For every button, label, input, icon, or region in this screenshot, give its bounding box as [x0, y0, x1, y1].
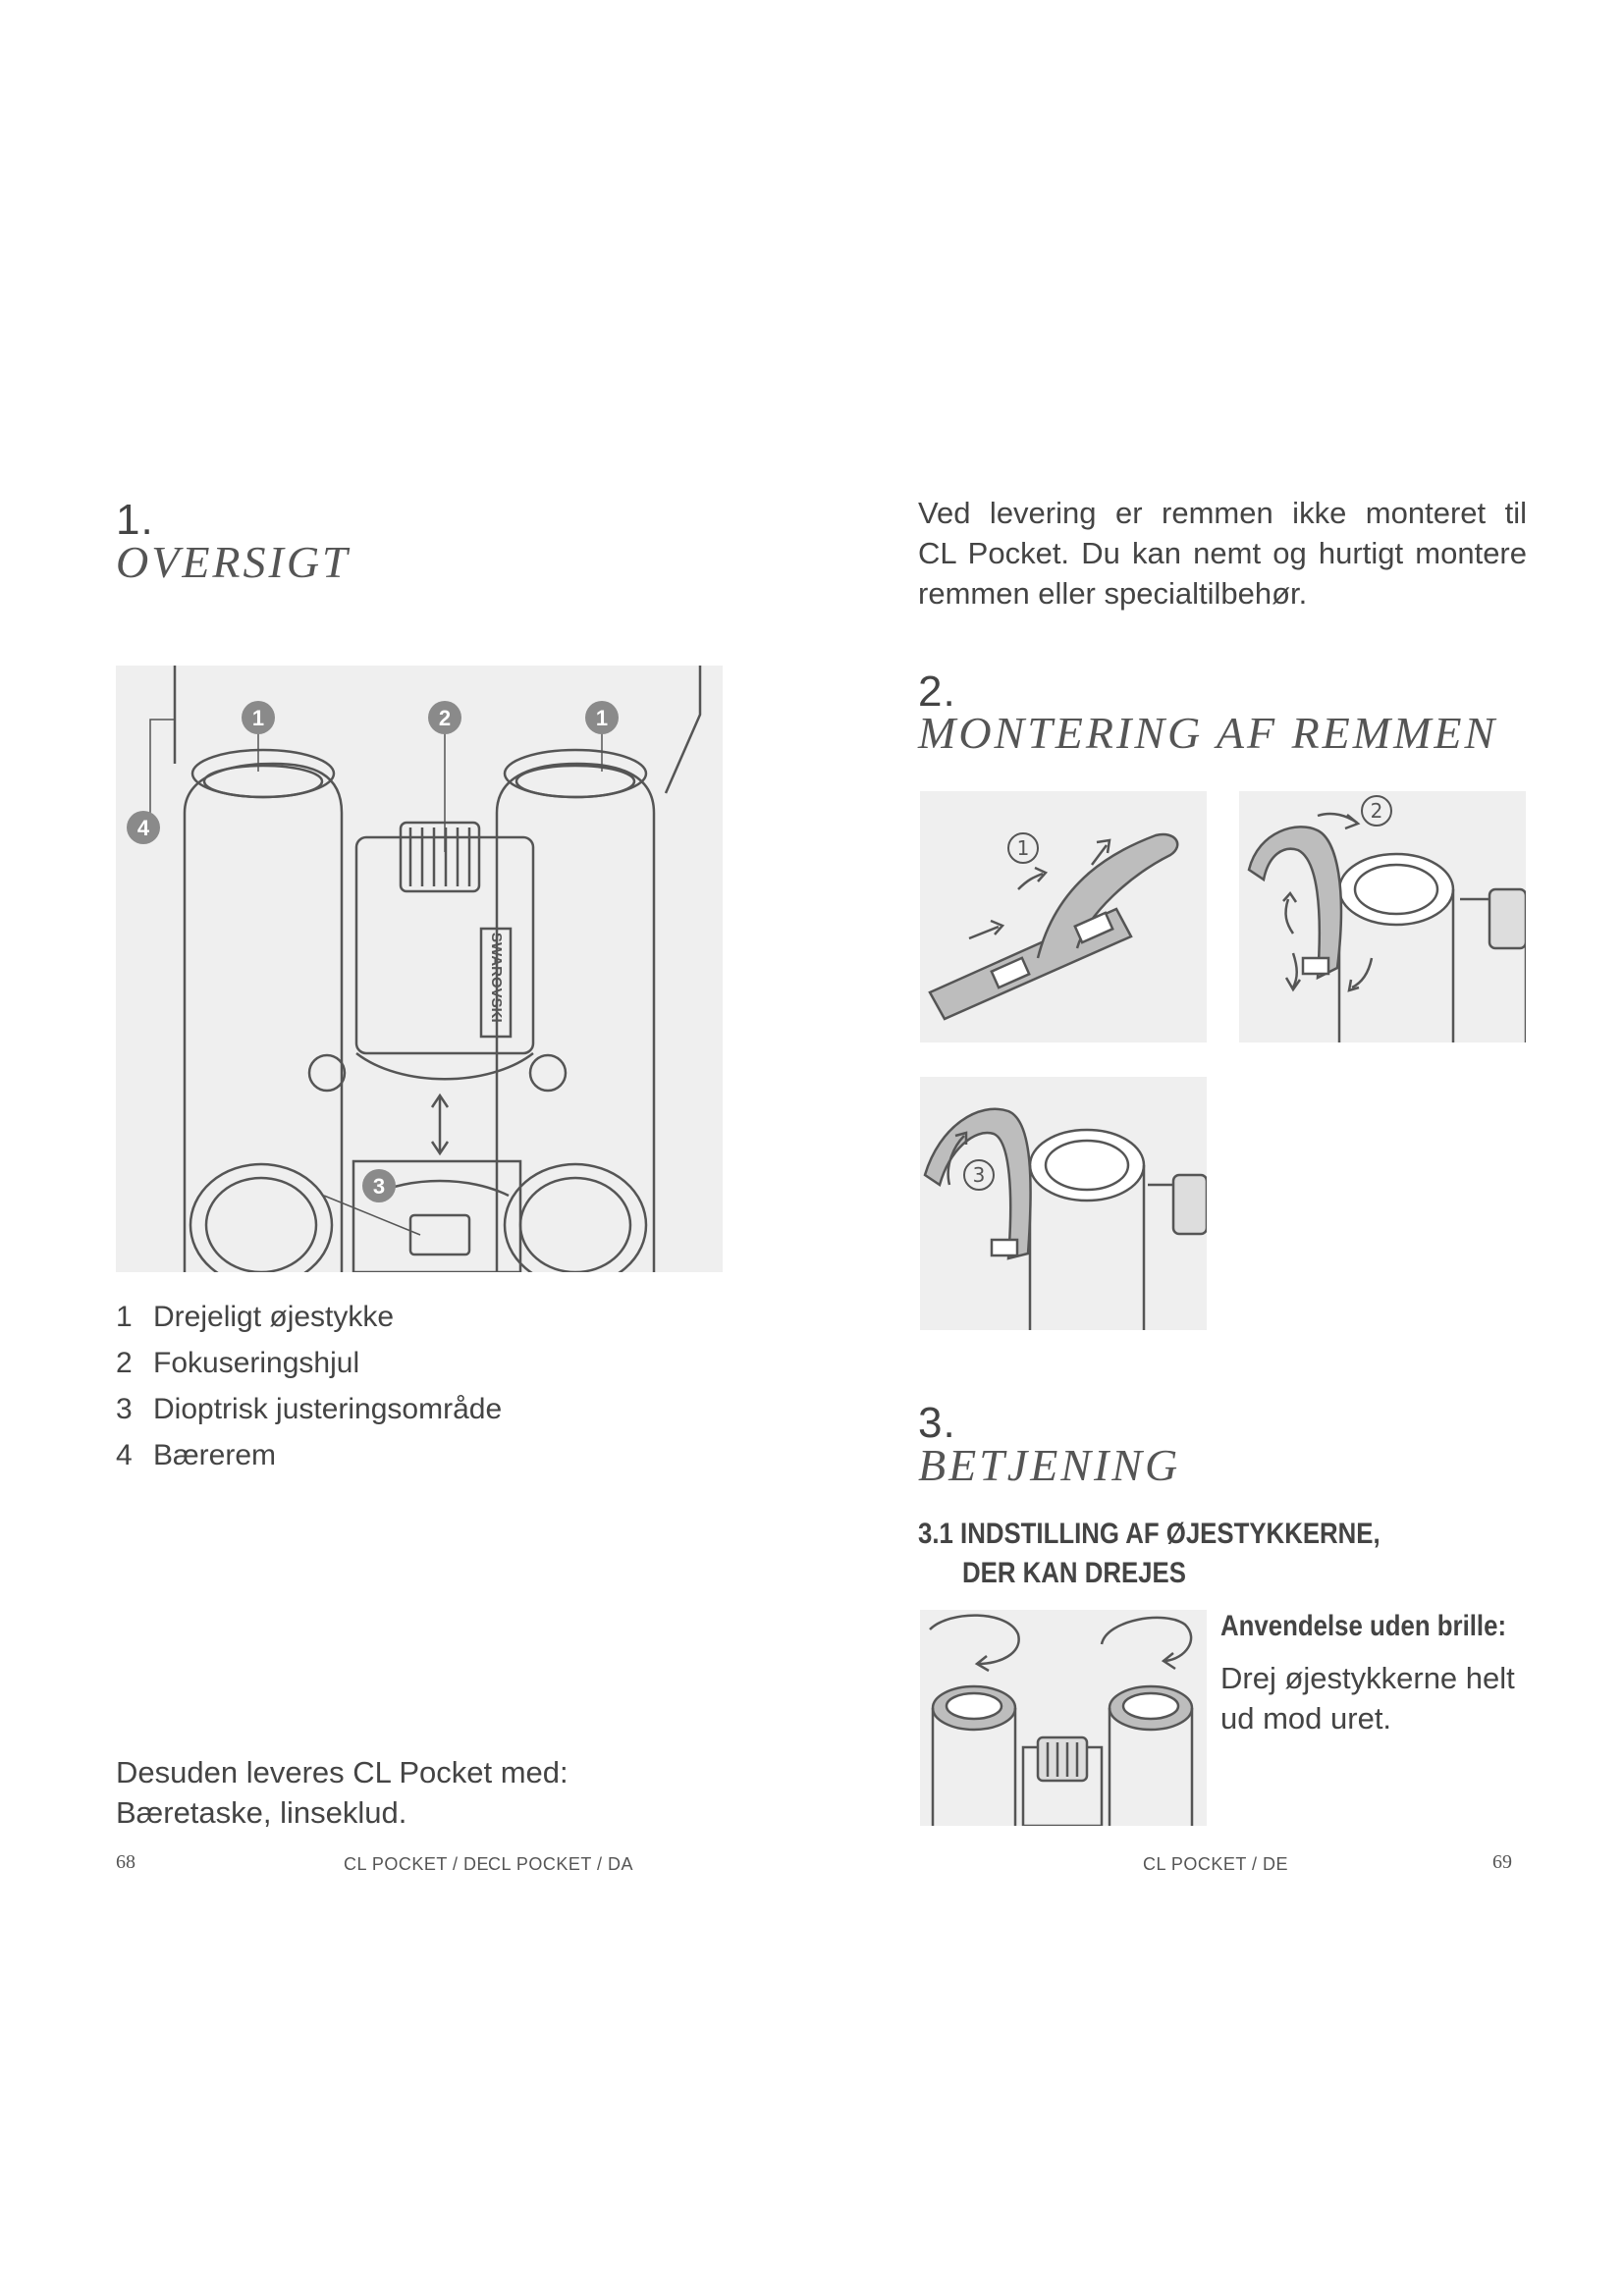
footer-label-left-overlay: CL POCKET / DA [488, 1854, 634, 1874]
callout-1-right-label: 1 [595, 706, 609, 730]
legend-num: 1 [116, 1301, 133, 1333]
intro-line-2: CL Pocket. Du kan nemt og hurtigt montere [918, 536, 1527, 570]
strap-step-1-drawing [920, 791, 1207, 1042]
legend-item [116, 1340, 502, 1386]
page-number-left: 68 [116, 1851, 135, 1873]
extras-text [116, 1752, 568, 1833]
section-1-number: 1. [116, 496, 154, 544]
strap-step-3-label: 3 [972, 1163, 986, 1187]
extras-line-1: Desuden leveres CL Pocket med: [116, 1755, 568, 1789]
legend-text: Dioptrisk justeringsområde [153, 1393, 503, 1425]
legend-num: 3 [116, 1393, 133, 1425]
strap-step-1-label: 1 [1016, 836, 1030, 860]
intro-line-1: Ved levering er remmen ikke monteret til [918, 496, 1527, 530]
callout-4-label: 4 [136, 816, 150, 840]
intro-text [918, 493, 1527, 614]
callout-2-label: 2 [438, 706, 452, 730]
parts-legend [116, 1294, 502, 1478]
brand-text: SWAROVSKI [488, 933, 505, 1023]
strap-step-3-drawing [920, 1077, 1207, 1330]
section-3-number: 3. [918, 1399, 956, 1447]
usage-heading: Anvendelse uden brille: [1220, 1610, 1507, 1642]
section-2-number: 2. [918, 667, 956, 716]
section-3-title: BETJENING [918, 1440, 1181, 1490]
legend-num: 4 [116, 1439, 133, 1471]
footer-label-right: CL POCKET / DE [1143, 1854, 1289, 1874]
usage-line-2: ud mod uret. [1220, 1701, 1392, 1735]
strap-step-1-figure [920, 791, 1207, 1042]
binocular-drawing [116, 666, 723, 1272]
legend-text: Fokuseringshjul [153, 1347, 360, 1379]
eyecup-rotation-drawing [920, 1610, 1207, 1826]
intro-line-3: remmen eller specialtilbehør. [918, 576, 1308, 611]
extras-line-2: Bæretaske, linseklud. [116, 1795, 407, 1830]
strap-step-2-label: 2 [1370, 799, 1383, 823]
usage-line-1: Drej øjestykkerne helt [1220, 1661, 1515, 1695]
strap-step-2-drawing [1239, 791, 1526, 1042]
eyecup-rotation-figure [920, 1610, 1207, 1826]
callout-3-label: 3 [372, 1174, 386, 1199]
section-2-title: MONTERING AF REMMEN [918, 708, 1498, 758]
legend-text: Bærerem [153, 1439, 277, 1471]
page-number-right: 69 [1492, 1851, 1512, 1873]
callout-1-left-label: 1 [251, 706, 265, 730]
subsection-3-1-heading-line-2: DER KAN DREJES [962, 1557, 1186, 1589]
subsection-3-1-heading-line-1: 3.1 INDSTILLING AF ØJESTYKKERNE, [918, 1518, 1380, 1550]
legend-item [116, 1386, 502, 1432]
footer-label-left: CL POCKET / DE [344, 1854, 490, 1874]
binocular-overview-figure [116, 666, 723, 1272]
legend-item [116, 1432, 502, 1478]
section-1-title: OVERSIGT [116, 537, 351, 587]
legend-text: Drejeligt øjestykke [153, 1301, 395, 1333]
legend-num: 2 [116, 1347, 133, 1379]
legend-item [116, 1294, 502, 1340]
usage-text [1220, 1658, 1515, 1738]
strap-step-3-figure [920, 1077, 1207, 1330]
strap-step-2-figure [1239, 791, 1526, 1042]
